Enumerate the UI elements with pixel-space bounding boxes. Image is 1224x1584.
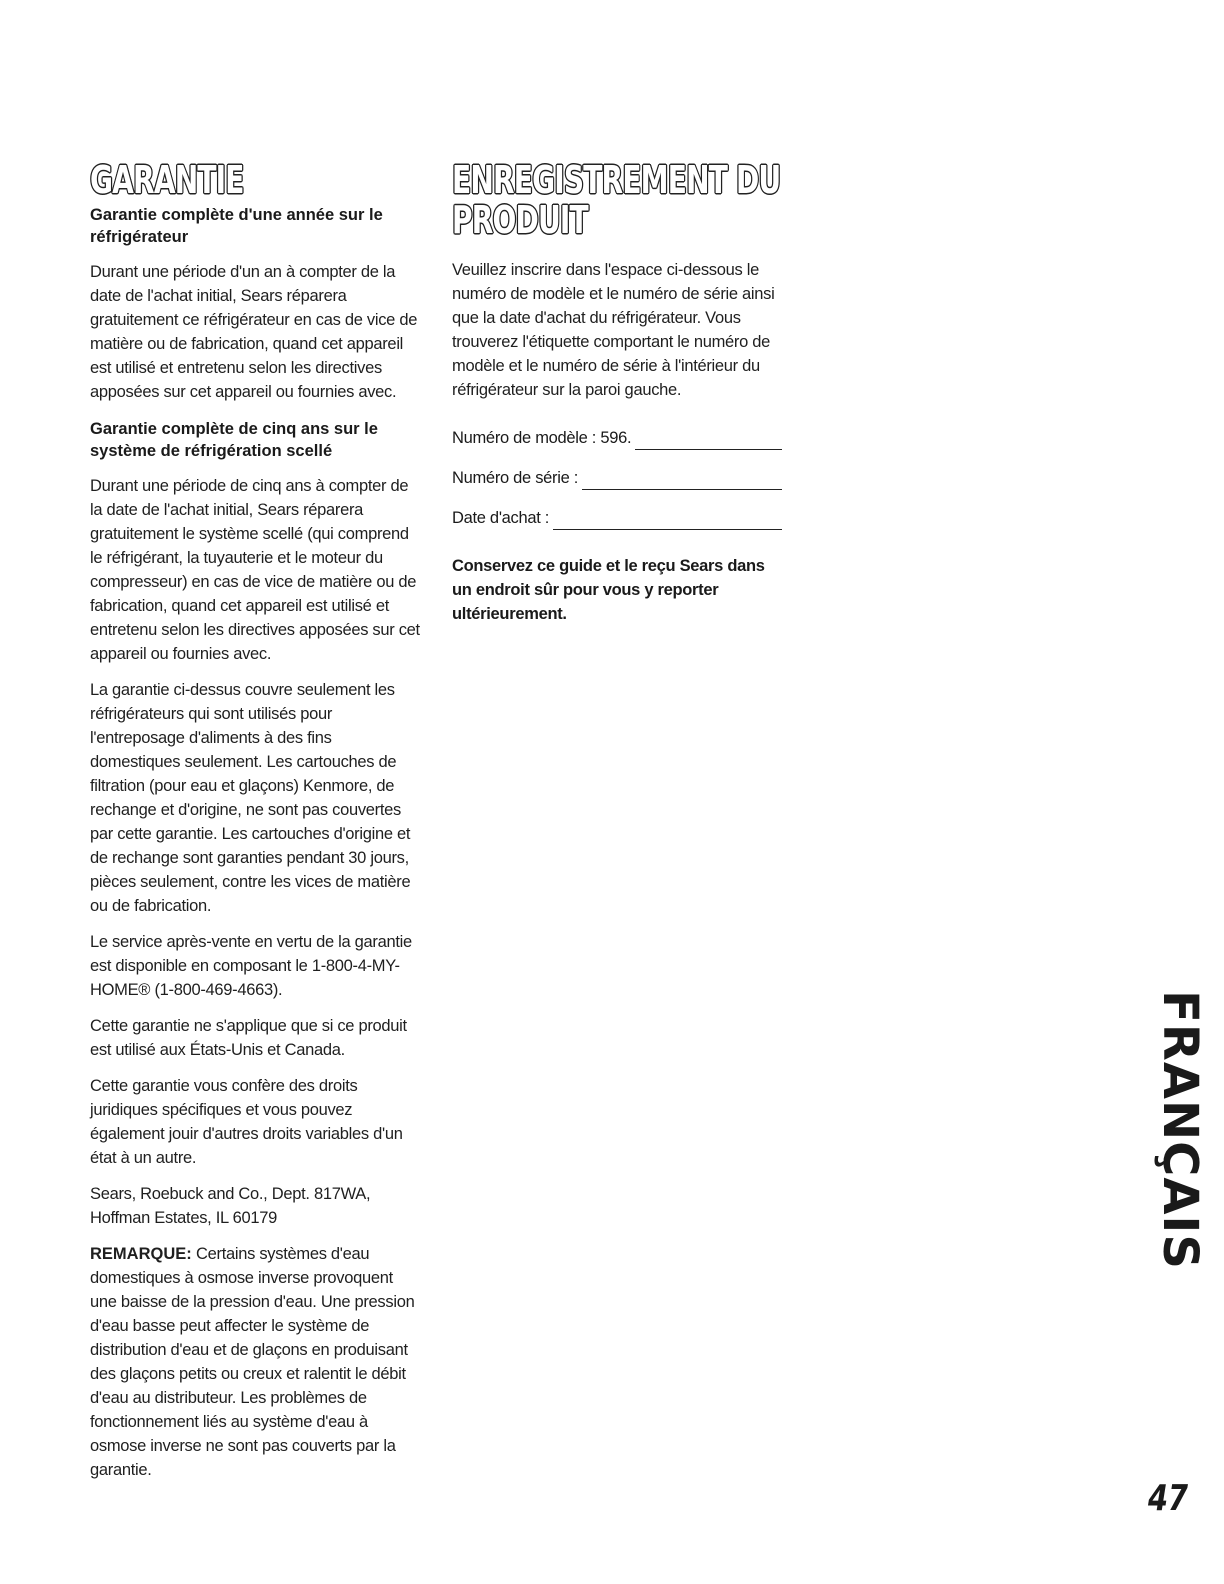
sears-address xyxy=(90,1182,420,1230)
registration-section xyxy=(452,160,782,643)
page-number: 47 xyxy=(1148,1478,1189,1519)
registration-heading xyxy=(452,158,781,242)
warranty-paragraph-five-years: Durant une période de cinq ans à compter de la date de l'achat initial, Sears réparera gratuitement le système scellé (qui comprend le réfrigérant, la tuyauterie et le moteur du compresseur) en cas de vice de matière ou de fabrication, quand cet appareil est utilisé et entretenu selon les directives apposées sur cet appareil ou fournies avec. xyxy=(90,477,420,663)
model-number-line[interactable] xyxy=(635,433,782,450)
warranty-coverage-paragraph: La garantie ci-dessus couvre seulement les réfrigérateurs qui sont utilisés pour l'entreposage d'aliments à des fins domestiques seulement. Les cartouches de filtration (pour eau et glaçons) Kenmore, de rechange et d'origine, ne sont pas couvertes par cette garantie. Les cartouches d'origine et de rechange sont garanties pendant 30 jours, pièces seulement, contre les vices de matière ou de fabrication. xyxy=(90,681,411,915)
purchase-date-field[interactable] xyxy=(452,506,782,530)
remark-label: REMARQUE: xyxy=(90,1245,192,1263)
warranty-subheading-one-year: Garantie complète d'une année sur le réfrigérateur xyxy=(90,206,383,246)
address-line-2: Hoffman Estates, IL 60179 xyxy=(90,1209,277,1227)
warranty-country-paragraph: Cette garantie ne s'applique que si ce produit est utilisé aux États-Unis et Canada. xyxy=(90,1017,407,1059)
warranty-heading: GARANTIE xyxy=(90,160,361,200)
keep-guide-note: Conservez ce guide et le reçu Sears dans un endroit sûr pour vous y reporter ultérieurement. xyxy=(452,557,765,623)
serial-number-line[interactable] xyxy=(582,473,782,490)
model-number-label: Numéro de modèle : 596. xyxy=(452,429,632,447)
registration-intro: Veuillez inscrire dans l'espace ci-dessous le numéro de modèle et le numéro de série ainsi que la date d'achat du réfrigérateur. Vous trouverez l'étiquette comportant le numéro de modèle et le numéro de série à l'intérieur du réfrigérateur sur la paroi gauche. xyxy=(452,261,775,399)
model-number-field[interactable] xyxy=(452,426,782,450)
warranty-service-paragraph: Le service après-vente en vertu de la garantie est disponible en composant le 1-800-4-MY-HOME® (1-800-469-4663). xyxy=(90,933,412,999)
warranty-section xyxy=(90,160,420,1482)
warranty-rights-paragraph: Cette garantie vous confère des droits juridiques spécifiques et vous pouvez également jouir d'autres droits variables d'un état à un autre. xyxy=(90,1077,403,1167)
remark-text: Certains systèmes d'eau domestiques à osmose inverse provoquent une baisse de la pression d'eau. Une pression d'eau basse peut affecter le système de distribution d'eau et de glaçons en produisant des glaçons petits ou creux et ralentit le débit d'eau au distributeur. Les problèmes de fonctionnement liés au système d'eau à osmose inverse ne sont pas couverts par la garantie. xyxy=(90,1245,415,1479)
remark-paragraph xyxy=(90,1242,420,1482)
language-label: FRANÇAIS xyxy=(1152,990,1208,1270)
language-side-tab xyxy=(1150,990,1210,1270)
warranty-paragraph-one-year: Durant une période d'un an à compter de la date de l'achat initial, Sears réparera gratuitement ce réfrigérateur en cas de vice de matière ou de fabrication, quand cet appareil est utilisé et entretenu selon les directives apposées sur cet appareil ou fournies avec. xyxy=(90,263,418,401)
registration-heading-line-1: ENREGISTREMENT DU xyxy=(452,158,781,202)
serial-number-label: Numéro de série : xyxy=(452,469,579,487)
registration-heading-line-2: PRODUIT xyxy=(452,198,588,242)
purchase-date-line[interactable] xyxy=(553,513,782,530)
purchase-date-label: Date d'achat : xyxy=(452,509,550,527)
address-line-1: Sears, Roebuck and Co., Dept. 817WA, xyxy=(90,1185,371,1203)
serial-number-field[interactable] xyxy=(452,466,782,490)
warranty-subheading-five-years: Garantie complète de cinq ans sur le système de réfrigération scellé xyxy=(90,420,378,460)
